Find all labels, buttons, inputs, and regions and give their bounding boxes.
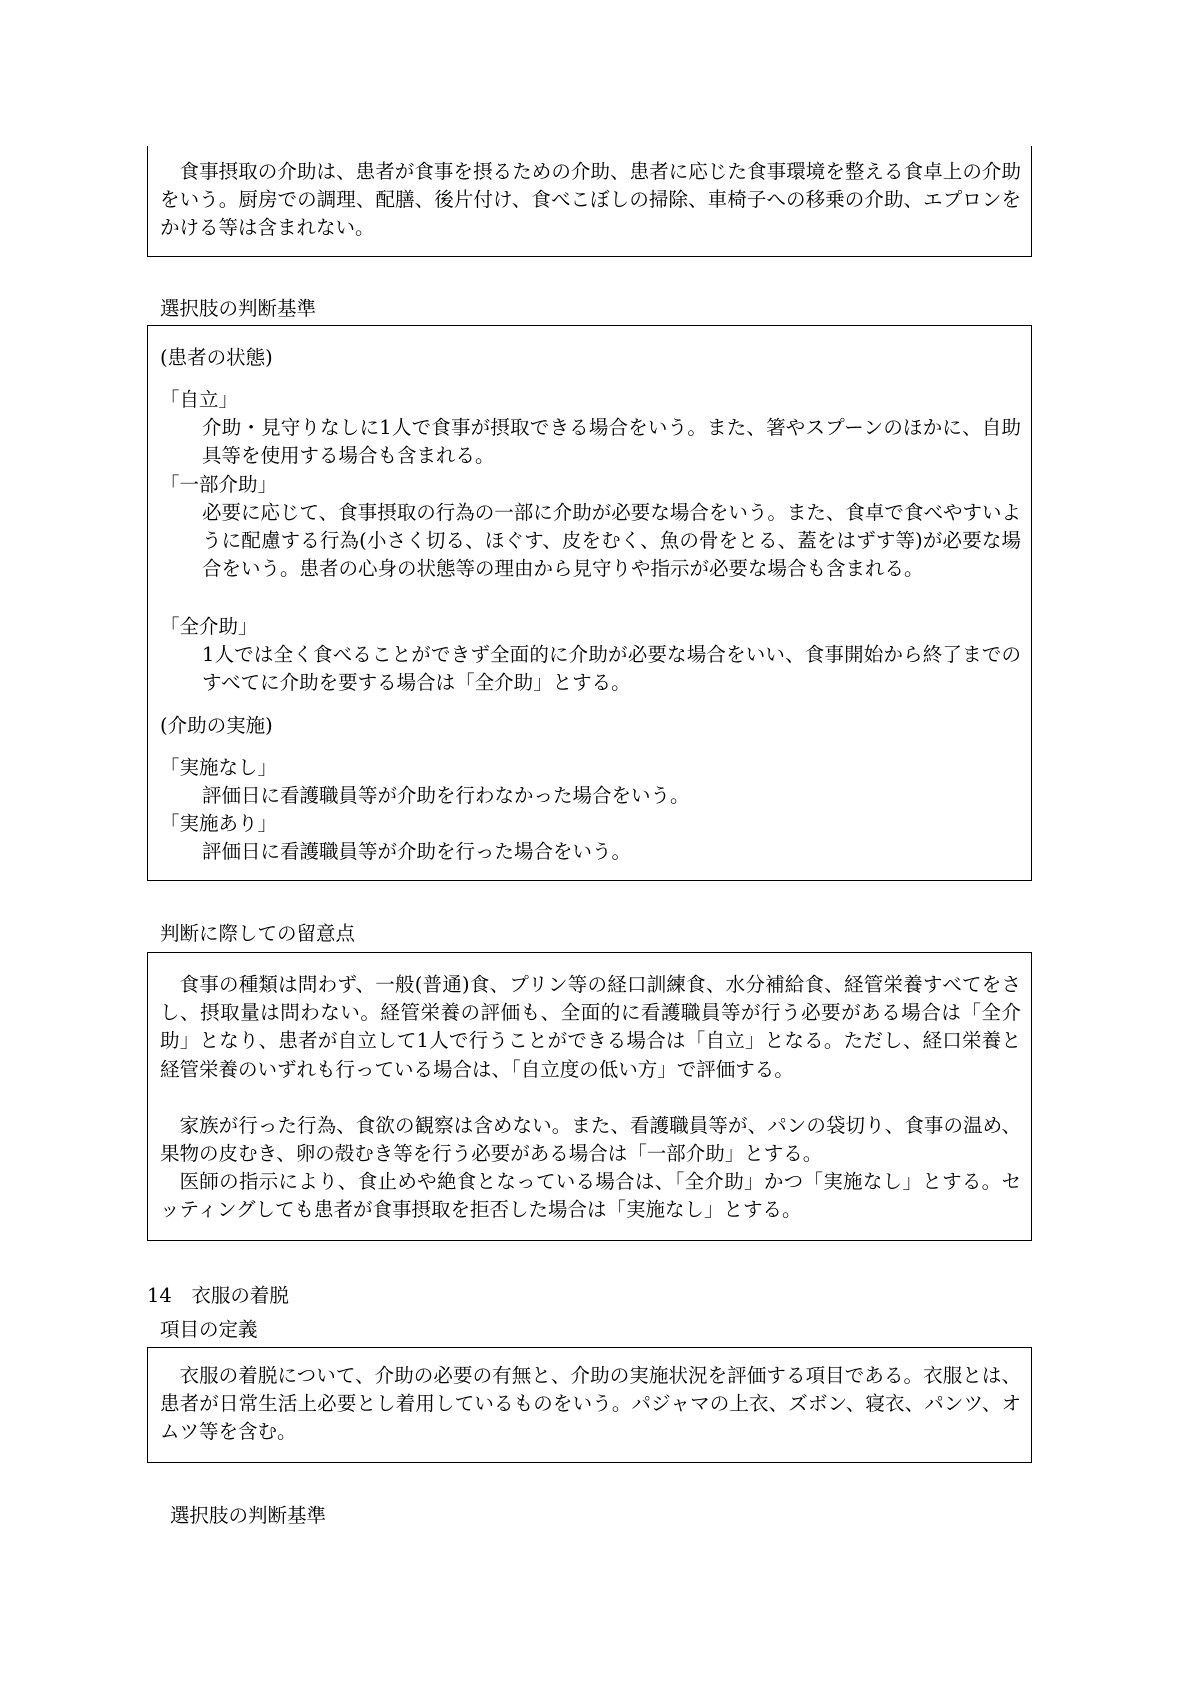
criteria-label: 選択肢の判断基準	[160, 297, 317, 320]
notes-paragraph-3: 医師の指示により、食止めや絶食となっている場合は、「全介助」かつ「実施なし」とする。セッティングしても患者が食事摂取を拒否した場合は「実施なし」とする。	[160, 1170, 1021, 1222]
definition-text-meal: 食事摂取の介助は、患者が食事を摂るための介助、患者に応じた食事環境を整える食卓上の介助をいう。厨房での調理、配膳、後片付け、食べこぼしの掃除、車椅子への移乗の介助、エプロンをかける等は含まれない。	[160, 160, 1021, 240]
desc-ichibu: 必要に応じて、食事摂取の行為の一部に介助が必要な場合をいう。また、食卓で食べやすいように配慮する行為(小さく切る、ほぐす、皮をむく、魚の骨をとる、蓋をはずす等)が必要な場合をいう。患者の心身の状態等の理由から見守りや指示が必要な場合も含まれる。	[202, 501, 1021, 581]
criteria-box	[147, 325, 1032, 881]
section-14-heading: 14 衣服の着脱	[147, 1284, 289, 1307]
notes-label: 判断に際しての留意点	[160, 922, 356, 945]
definition-text-clothing: 衣服の着脱について、介助の必要の有無と、介助の実施状況を評価する項目である。衣服とは、患者が日常生活上必要とし着用しているものをいう。パジャマの上衣、ズボン、寝衣、パンツ、オムツ等を含む。	[160, 1364, 1021, 1444]
term-jisshi-nashi: 「実施なし」	[160, 756, 278, 779]
term-jiritsu: 「自立」	[160, 388, 239, 411]
assist-heading: (介助の実施)	[160, 714, 273, 737]
term-ichibu: 「一部介助」	[160, 473, 278, 496]
term-jisshi-ari: 「実施あり」	[160, 812, 278, 835]
definition-label: 項目の定義	[160, 1318, 258, 1341]
criteria-label-clothing: 選択肢の判断基準	[170, 1504, 327, 1527]
definition-box-clothing	[147, 1347, 1032, 1463]
desc-jiritsu: 介助・見守りなしに1人で食事が摂取できる場合をいう。また、箸やスプーンのほかに、自助具等を使用する場合も含まれる。	[202, 416, 1021, 468]
desc-jisshi-nashi: 評価日に看護職員等が介助を行わなかった場合をいう。	[202, 784, 690, 807]
notes-paragraph-2: 家族が行った行為、食欲の観察は含めない。また、看護職員等が、パンの袋切り、食事の温め、果物の皮むき、卵の殻むき等を行う必要がある場合は「一部介助」とする。	[160, 1114, 1021, 1166]
notes-box	[147, 952, 1032, 1241]
notes-paragraph-1: 食事の種類は問わず、一般(普通)食、プリン等の経口訓練食、水分補給食、経管栄養すべてをさし、摂取量は問わない。経管栄養の評価も、全面的に看護職員等が行う必要がある場合は「全介助」となり、患者が自立して1人で行うことができる場合は「自立」となる。ただし、経口栄養と経管栄養のいずれも行っている場合は、「自立度の低い方」で評価する。	[160, 973, 1021, 1081]
desc-zenkaijo: 1人では全く食べることができず全面的に介助が必要な場合をいい、食事開始から終了までのすべてに介助を要する場合は「全介助」とする。	[202, 643, 1021, 695]
term-zenkaijo: 「全介助」	[160, 615, 258, 638]
patient-state-heading: (患者の状態)	[160, 346, 273, 369]
definition-box-meal	[147, 146, 1032, 257]
desc-jisshi-ari: 評価日に看護職員等が介助を行った場合をいう。	[202, 840, 632, 863]
